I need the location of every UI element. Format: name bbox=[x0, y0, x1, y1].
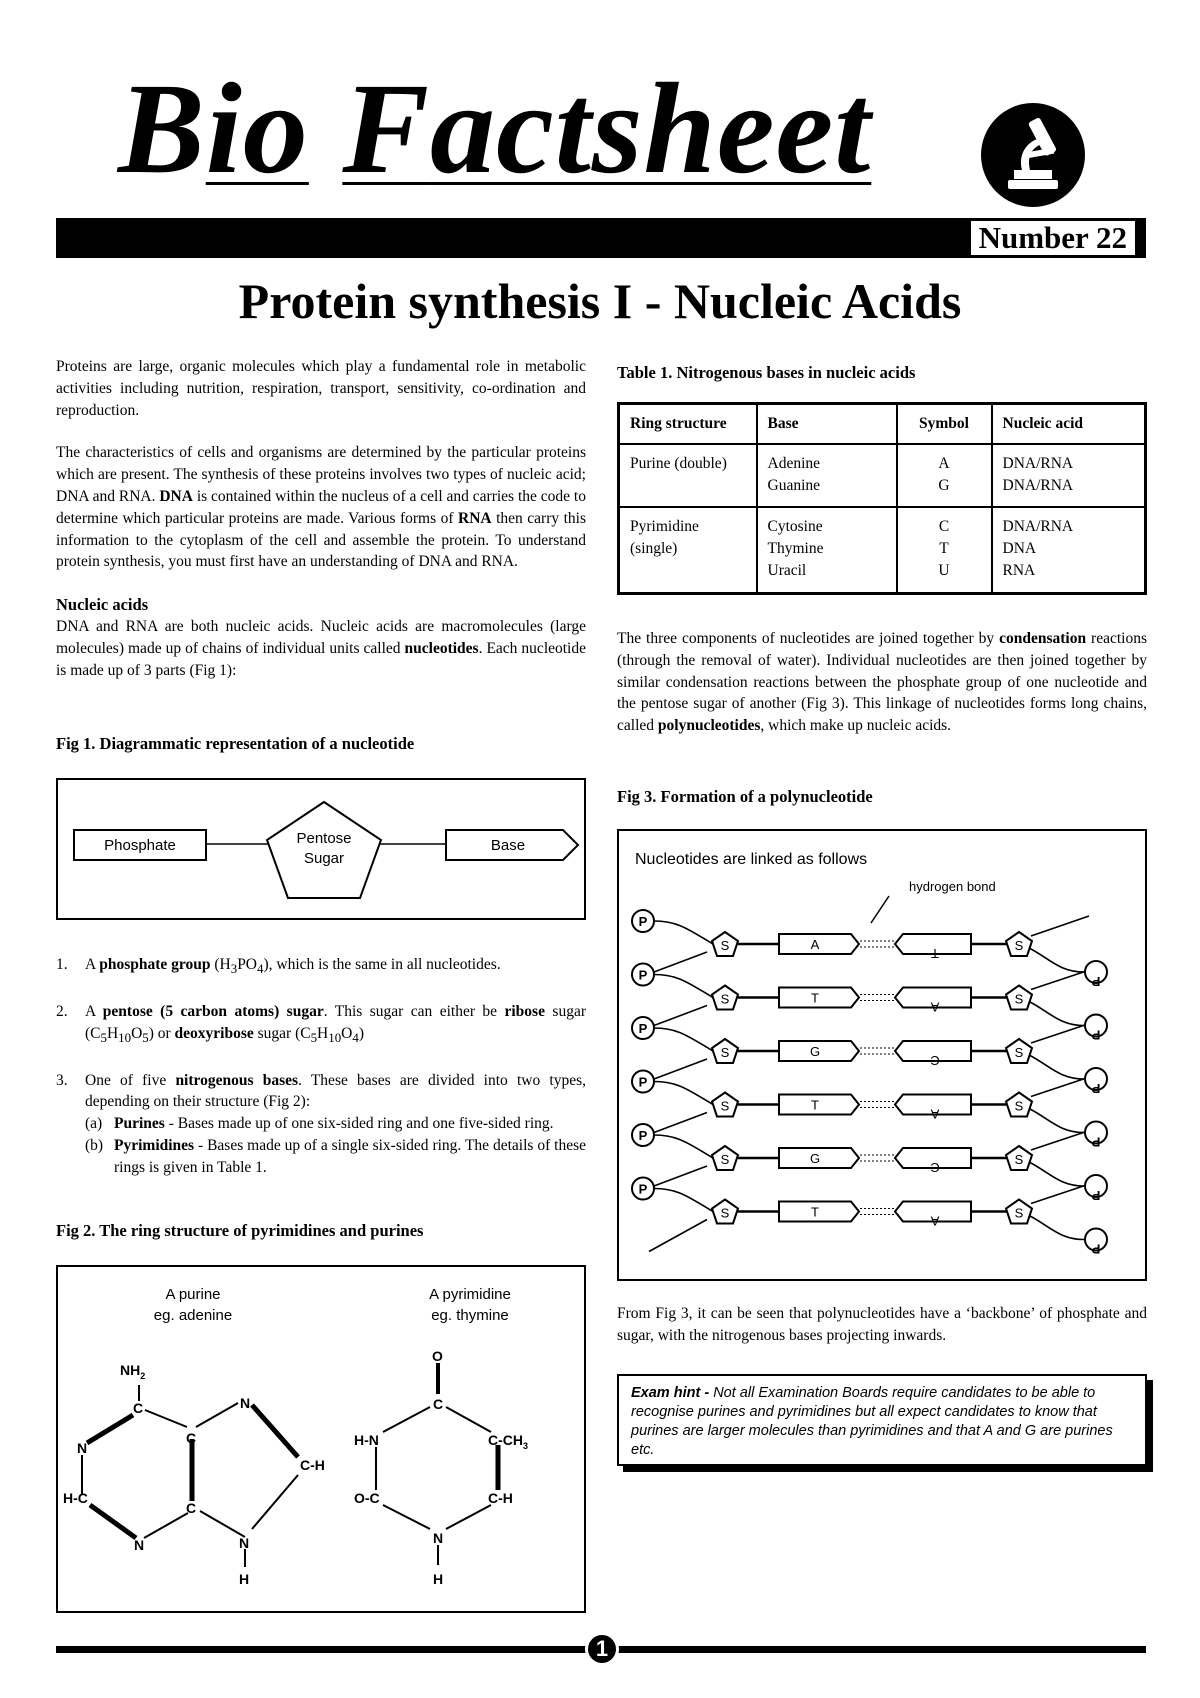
base-arrow bbox=[779, 1202, 859, 1222]
fig2-caption: Fig 2. The ring structure of pyrimidines and purines bbox=[56, 1221, 424, 1240]
nucleotide-diagram bbox=[58, 780, 584, 918]
base-label: Base bbox=[490, 837, 526, 854]
intro-paragraph-2: The characteristics of cells and organisms are determined by the particular proteins which are present. The synthesis of these proteins involves two types of nucleic acid; DNA and RNA. DNA is contained within the nucleus of a cell and carries the code to determine which particular proteins are made. Various forms of RNA then carry this information to the cytoplasm of the cell and assemble the protein. To understand protein synthesis, you must first have an understanding of DNA and RNA. bbox=[56, 444, 586, 571]
base-arrow bbox=[779, 1095, 859, 1115]
base-label: T bbox=[811, 1097, 819, 1113]
table-header: Symbol bbox=[897, 404, 992, 444]
svg-text:N: N bbox=[433, 1530, 444, 1546]
exam-hint-box: Exam hint - Not all Examination Boards require candidates to be able to recognise purines and pyrimidines but all expect candidates to know that purines are larger molecules than pyrimidines and that A and G are purines etc. bbox=[617, 1374, 1147, 1466]
sugar-label: S bbox=[720, 991, 730, 1007]
base-label: T bbox=[811, 990, 819, 1006]
svg-text:C-H: C-H bbox=[300, 1457, 325, 1473]
sugar-label: S bbox=[720, 1205, 730, 1221]
svg-text:N: N bbox=[239, 1535, 250, 1551]
base-arrow bbox=[779, 988, 859, 1008]
sub-item-pyrimidines: (b) Pyrimidines - Bases made up of a single six-sided ring. The details of these rings is given in Table 1. bbox=[85, 1136, 586, 1176]
polynucleotide-diagram bbox=[619, 831, 1145, 1279]
phosphate-label: P bbox=[1091, 1081, 1101, 1096]
table-row: Purine (double) Adenine Guanine A G DNA/RNA DNA/RNA bbox=[619, 444, 1146, 508]
intro-paragraph-1: Proteins are large, organic molecules which play a fundamental role in metabolic activities including nutrition, respiration, transport, sensitivity, co-ordination and reproduction. bbox=[56, 358, 586, 419]
svg-text:NH2: $NH_2$ bbox=[120, 1362, 146, 1381]
sugar-label: S bbox=[720, 1152, 730, 1167]
fig1-diagram bbox=[56, 778, 586, 920]
sugar-label: S bbox=[1014, 1098, 1024, 1114]
svg-text:O-C: O-C bbox=[354, 1490, 380, 1506]
table-header: Ring structure bbox=[619, 404, 757, 444]
table-header: Base bbox=[757, 404, 897, 444]
sub-item-purines: (a) Purines - Bases made up of one six-sided ring and one five-sided ring. bbox=[85, 1115, 554, 1133]
svg-text:Pentose: Pentose bbox=[296, 830, 352, 847]
phosphate-label: P bbox=[638, 1021, 648, 1036]
base-label: A bbox=[810, 937, 820, 952]
issue-bar bbox=[56, 218, 1146, 258]
base-label: C bbox=[930, 1160, 940, 1175]
svg-text:N: N bbox=[134, 1537, 145, 1553]
issue-number: Number 22 bbox=[968, 218, 1138, 258]
svg-text:Sugar: Sugar bbox=[303, 850, 345, 867]
condensation-paragraph: The three components of nucleotides are joined together by condensation reactions (through the removal of water). Individual nucleotides are then joined together by similar condensation reactions between the phosphate group of one nucleotide and the pentose sugar of another (Fig 3). This linkage of nucleotides forms long chains, called polynucleotides, which make up nucleic acids. bbox=[617, 630, 1147, 735]
fig1-caption: Fig 1. Diagrammatic representation of a nucleotide bbox=[56, 734, 415, 753]
phosphate-label: P bbox=[638, 967, 648, 983]
phosphate-label: P bbox=[638, 1128, 648, 1143]
phosphate-label: Phosphate bbox=[104, 837, 176, 854]
base-label: C bbox=[930, 1053, 940, 1068]
table-row: Pyrimidine (single) Cytosine Thymine Uracil C T U DNA/RNA DNA RNA bbox=[619, 507, 1146, 593]
base-label: G bbox=[809, 1044, 821, 1059]
nitrogenous-bases-table bbox=[617, 402, 1147, 595]
table1-caption: Table 1. Nitrogenous bases in nucleic acids bbox=[617, 363, 916, 382]
phosphate-label: P bbox=[1091, 974, 1101, 989]
base-label: A bbox=[930, 1106, 940, 1122]
nucleic-acids-paragraph: DNA and RNA are both nucleic acids. Nucleic acids are macromolecules (large molecules) made up of chains of individual units called nucleotides. Each nucleotide is made up of 3 parts (Fig 1): bbox=[56, 617, 586, 679]
base-label: T bbox=[811, 1204, 819, 1220]
svg-text:C: C bbox=[433, 1396, 444, 1412]
svg-text:H-C: H-C bbox=[63, 1490, 88, 1506]
svg-text:C-H: C-H bbox=[488, 1490, 513, 1506]
svg-text:C-CH3: $C-CH_3$ bbox=[488, 1432, 529, 1451]
list-item: 3. One of five nitrogenous bases. These bases are divided into two types, depending on their structure (Fig 2): (a) Purines - Bases made up of one six-sided ring and one five-sided ring. (b) Pyrimidines - Bases made up of a single six-sided ring. The details of these rings is given in Table 1. bbox=[56, 1070, 586, 1179]
ring-structures bbox=[58, 1267, 584, 1611]
sugar-label: S bbox=[720, 1045, 730, 1060]
nucleic-acids-heading: Nucleic acids bbox=[56, 595, 149, 615]
table-header-row bbox=[619, 404, 1146, 444]
page-number: 1 bbox=[585, 1632, 619, 1666]
svg-text:eg. thymine: eg. thymine bbox=[431, 1307, 509, 1324]
nucleotide-parts-list bbox=[56, 954, 586, 1200]
microscope-icon bbox=[978, 100, 1088, 210]
phosphate-label: P bbox=[1091, 1134, 1101, 1150]
masthead bbox=[118, 58, 1098, 208]
svg-text:H: H bbox=[239, 1571, 250, 1587]
fig3-subtitle: Nucleotides are linked as follows bbox=[635, 851, 868, 868]
base-label: A bbox=[930, 999, 940, 1015]
phosphate-label: P bbox=[1091, 1241, 1101, 1257]
base-label: A bbox=[930, 1213, 940, 1229]
list-item: 1. A phosphate group $(H_3PO_4)$, which is the same in all nucleotides. bbox=[56, 956, 501, 977]
sugar-label: S bbox=[1014, 1152, 1024, 1167]
svg-text:H-N: H-N bbox=[354, 1432, 379, 1448]
svg-text:eg. adenine: eg. adenine bbox=[153, 1307, 233, 1324]
intro-section bbox=[56, 356, 586, 681]
base-label: G bbox=[809, 1151, 821, 1166]
sugar-label: S bbox=[720, 1098, 730, 1114]
table-header: Nucleic acid bbox=[992, 404, 1146, 444]
svg-text:H: H bbox=[433, 1571, 444, 1587]
svg-text:C: C bbox=[133, 1400, 144, 1416]
sugar-label: S bbox=[720, 938, 730, 953]
svg-text:C: C bbox=[186, 1500, 197, 1516]
masthead-title: Bio Factsheet bbox=[118, 57, 872, 201]
phosphate-label: P bbox=[1091, 1188, 1101, 1203]
svg-text:O: O bbox=[432, 1348, 443, 1364]
svg-text:A purine: A purine bbox=[165, 1286, 221, 1303]
backbone-paragraph: From Fig 3, it can be seen that polynucleotides have a ‘backbone’ of phosphate and sugar, with the nitrogenous bases projecting inwards. bbox=[617, 1305, 1147, 1344]
page-title: Protein synthesis I - Nucleic Acids bbox=[238, 273, 962, 329]
fig2-diagram bbox=[56, 1265, 586, 1613]
base-label: T bbox=[931, 946, 939, 961]
adenine-structure bbox=[82, 1385, 298, 1567]
svg-text:N: N bbox=[77, 1440, 88, 1456]
sugar-label: S bbox=[1014, 1205, 1024, 1221]
sugar-label: S bbox=[1014, 991, 1024, 1007]
list-item: 2. A pentose (5 carbon atoms) sugar. This sugar can either be ribose sugar $(C_5H_{10}O_5)$ or deoxyribose sugar $(C_5H_{10}O_4)$ bbox=[56, 1002, 586, 1045]
phosphate-label: P bbox=[638, 1181, 648, 1197]
hydrogen-bond-label: hydrogen bond bbox=[909, 879, 996, 894]
svg-text:N: N bbox=[240, 1395, 251, 1411]
svg-text:C: C bbox=[186, 1430, 197, 1446]
fig3-diagram bbox=[617, 829, 1147, 1281]
svg-text:A pyrimidine: A pyrimidine bbox=[429, 1286, 511, 1303]
phosphate-label: P bbox=[638, 914, 648, 929]
phosphate-label: P bbox=[638, 1074, 648, 1090]
phosphate-label: P bbox=[1091, 1027, 1101, 1043]
sugar-label: S bbox=[1014, 1045, 1024, 1060]
sugar-label: S bbox=[1014, 938, 1024, 953]
fig3-caption: Fig 3. Formation of a polynucleotide bbox=[617, 787, 873, 806]
